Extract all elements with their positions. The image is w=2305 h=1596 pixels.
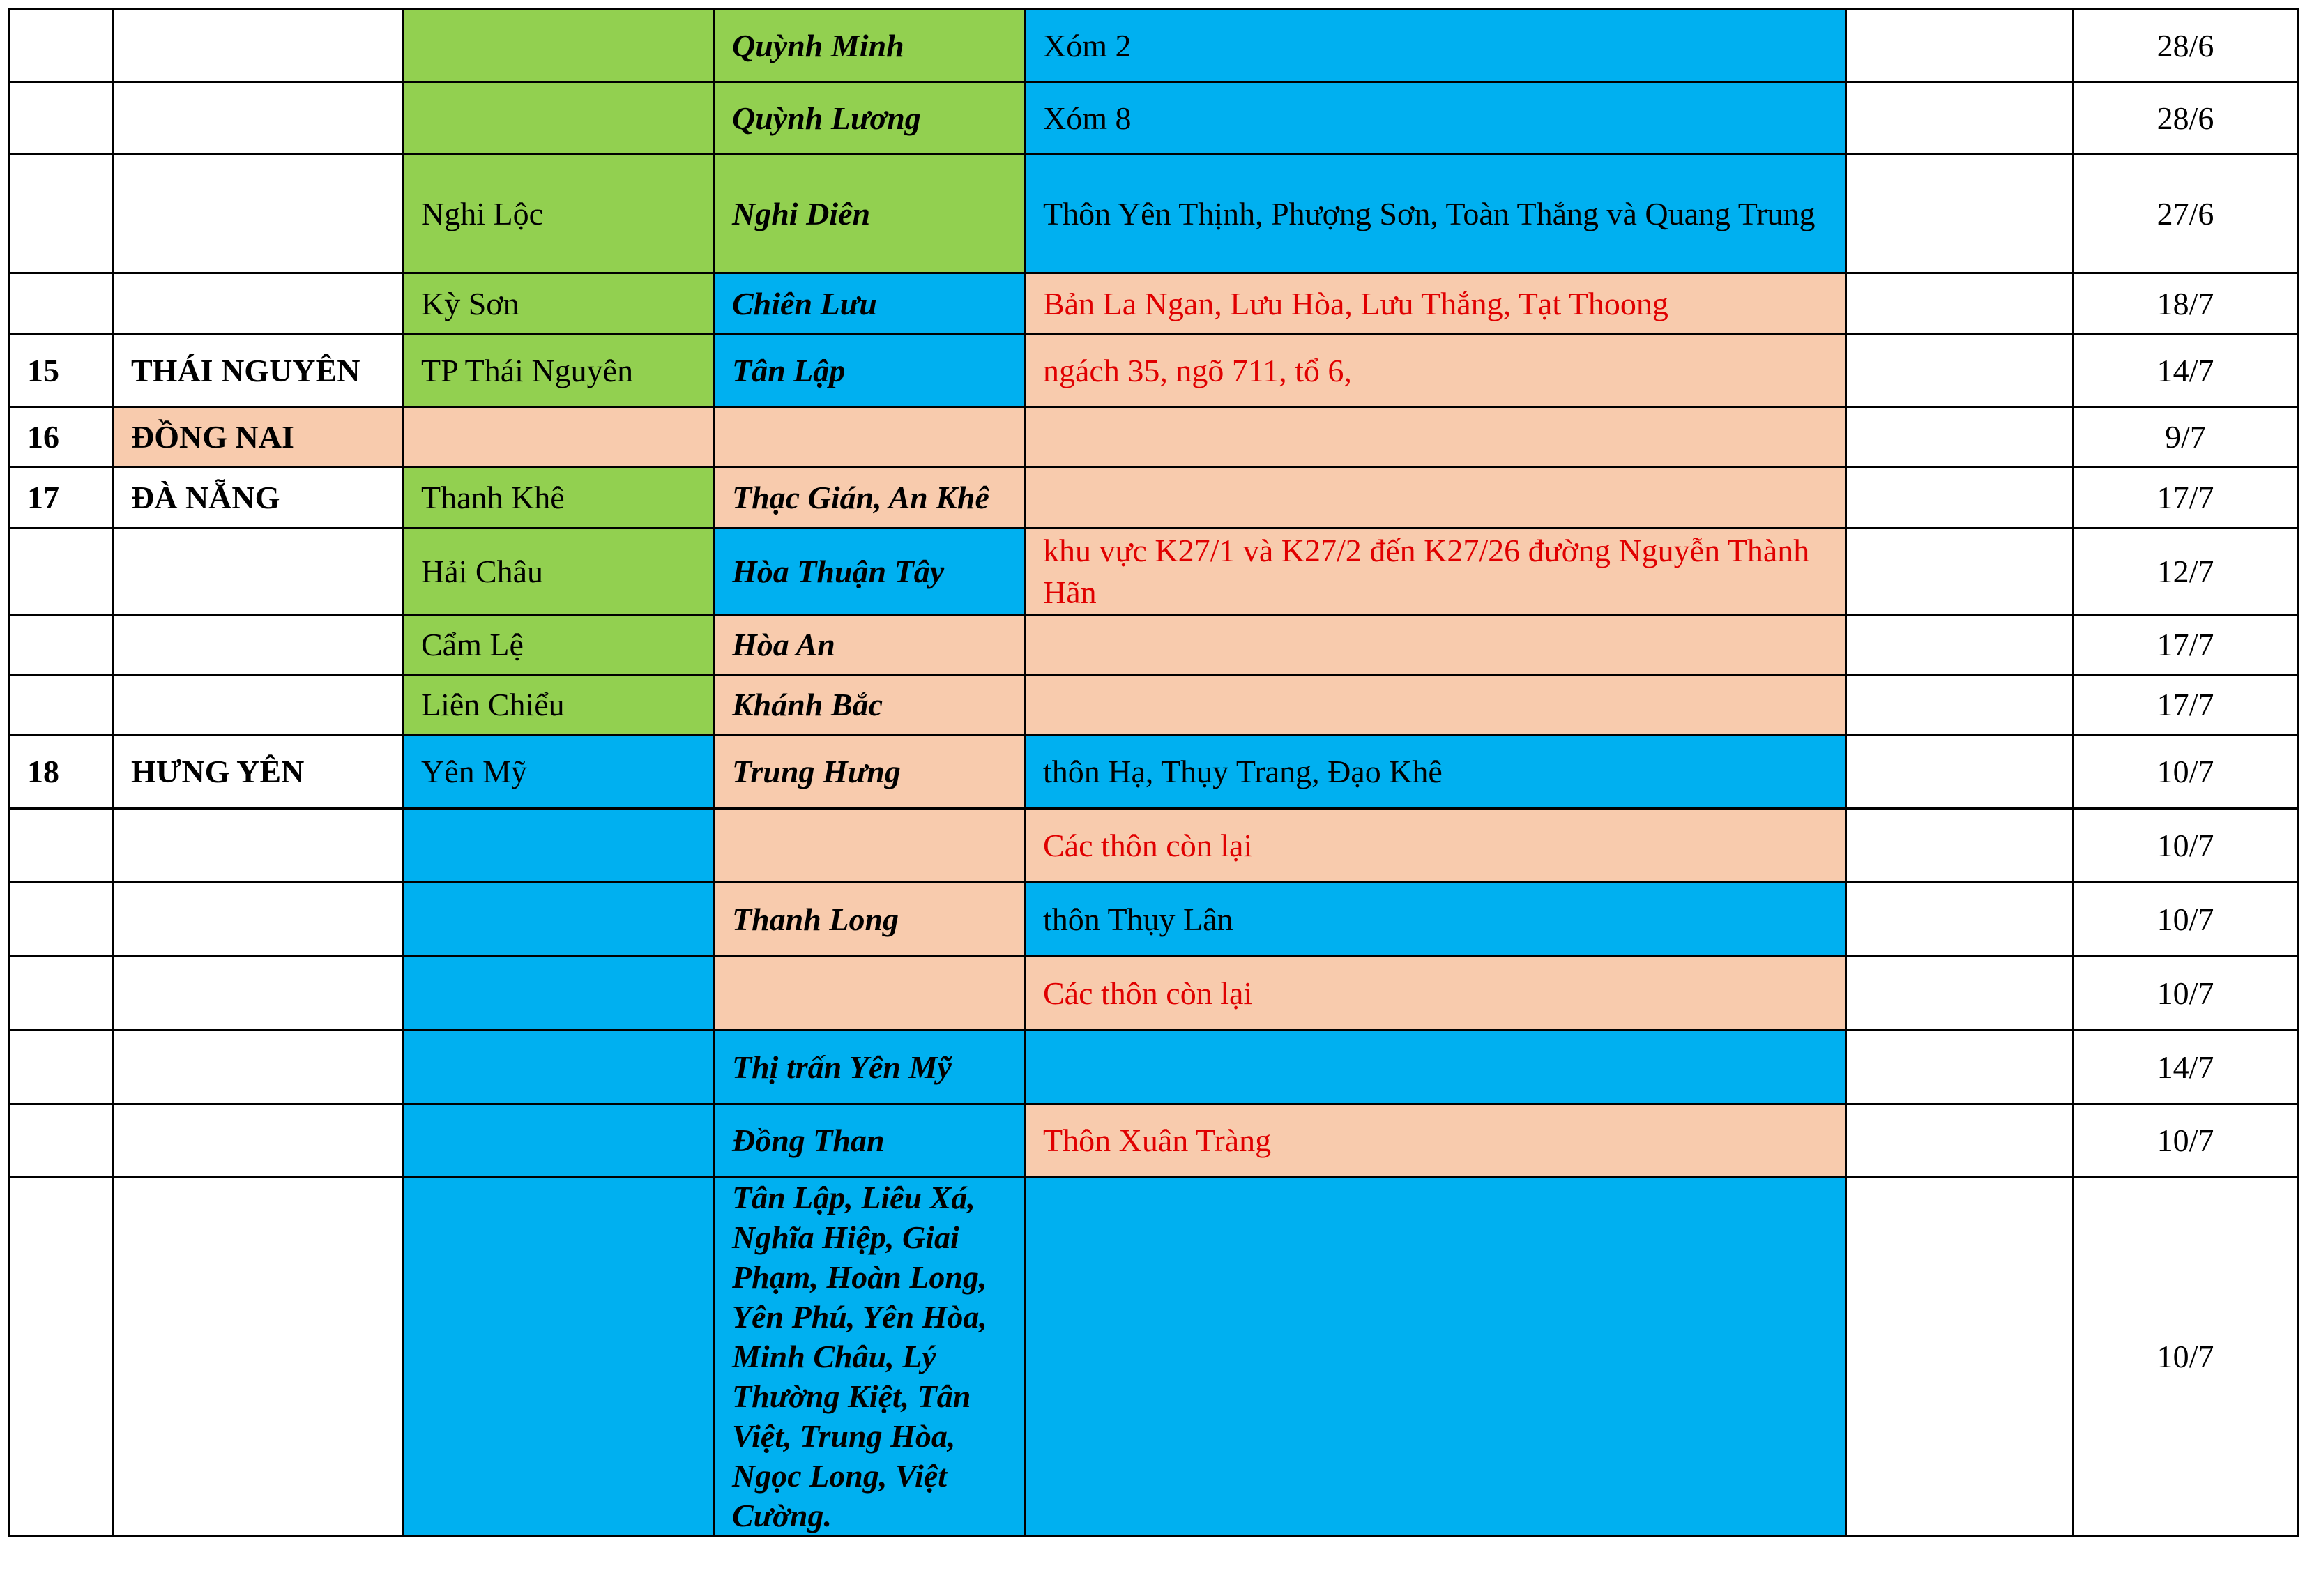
district-cell: Nghi Lộc xyxy=(404,155,715,273)
row-number xyxy=(10,10,114,82)
province-cell: ĐÀ NẴNG xyxy=(114,467,404,529)
commune-cell: Nghi Diên xyxy=(715,155,1026,273)
date-cell: 17/7 xyxy=(2074,675,2298,735)
province-cell: THÁI NGUYÊN xyxy=(114,335,404,407)
commune-cell: Thanh Long xyxy=(715,883,1026,957)
empty-cell xyxy=(1846,675,2074,735)
table-row xyxy=(10,735,2298,809)
row-number xyxy=(10,529,114,615)
area-cell xyxy=(1026,1177,1846,1537)
district-cell xyxy=(404,1177,715,1537)
area-cell: thôn Thụy Lân xyxy=(1026,883,1846,957)
empty-cell xyxy=(1846,735,2074,809)
date-cell: 12/7 xyxy=(2074,529,2298,615)
date-cell: 27/6 xyxy=(2074,155,2298,273)
empty-cell xyxy=(1846,1031,2074,1104)
district-cell xyxy=(404,883,715,957)
table-row xyxy=(10,467,2298,529)
row-number: 18 xyxy=(10,735,114,809)
district-cell: Cẩm Lệ xyxy=(404,615,715,675)
area-cell: Bản La Ngan, Lưu Hòa, Lưu Thắng, Tạt Thoong xyxy=(1026,273,1846,335)
table-row xyxy=(10,675,2298,735)
commune-cell xyxy=(715,957,1026,1031)
area-cell: thôn Hạ, Thụy Trang, Đạo Khê xyxy=(1026,735,1846,809)
table-row xyxy=(10,273,2298,335)
date-cell: 17/7 xyxy=(2074,615,2298,675)
area-cell: Xóm 8 xyxy=(1026,82,1846,155)
table-row xyxy=(10,155,2298,273)
date-cell: 14/7 xyxy=(2074,335,2298,407)
date-cell: 17/7 xyxy=(2074,467,2298,529)
date-cell: 14/7 xyxy=(2074,1031,2298,1104)
row-number xyxy=(10,1031,114,1104)
province-cell xyxy=(114,1031,404,1104)
date-cell: 10/7 xyxy=(2074,957,2298,1031)
outbreak-table xyxy=(8,8,2299,1537)
province-cell xyxy=(114,155,404,273)
district-cell: Liên Chiểu xyxy=(404,675,715,735)
province-cell xyxy=(114,529,404,615)
province-cell: ĐỒNG NAI xyxy=(114,407,404,467)
empty-cell xyxy=(1846,809,2074,883)
empty-cell xyxy=(1846,10,2074,82)
table-row xyxy=(10,529,2298,615)
row-number: 16 xyxy=(10,407,114,467)
district-cell xyxy=(404,1031,715,1104)
area-cell: ngách 35, ngõ 711, tổ 6, xyxy=(1026,335,1846,407)
row-number: 17 xyxy=(10,467,114,529)
district-cell xyxy=(404,407,715,467)
area-cell: Thôn Yên Thịnh, Phượng Sơn, Toàn Thắng và Quang Trung xyxy=(1026,155,1846,273)
table-row xyxy=(10,809,2298,883)
commune-cell: Thạc Gián, An Khê xyxy=(715,467,1026,529)
commune-cell: Khánh Bắc xyxy=(715,675,1026,735)
table-body xyxy=(10,10,2298,1537)
date-cell: 10/7 xyxy=(2074,735,2298,809)
empty-cell xyxy=(1846,529,2074,615)
district-cell xyxy=(404,1104,715,1177)
district-cell xyxy=(404,82,715,155)
table-row xyxy=(10,10,2298,82)
empty-cell xyxy=(1846,467,2074,529)
area-cell xyxy=(1026,407,1846,467)
district-cell: Hải Châu xyxy=(404,529,715,615)
province-cell: HƯNG YÊN xyxy=(114,735,404,809)
commune-cell: Hòa An xyxy=(715,615,1026,675)
empty-cell xyxy=(1846,1104,2074,1177)
table-row xyxy=(10,1104,2298,1177)
empty-cell xyxy=(1846,155,2074,273)
area-cell xyxy=(1026,467,1846,529)
row-number xyxy=(10,1177,114,1537)
province-cell xyxy=(114,675,404,735)
province-cell xyxy=(114,957,404,1031)
empty-cell xyxy=(1846,407,2074,467)
commune-cell: Thị trấn Yên Mỹ xyxy=(715,1031,1026,1104)
date-cell: 10/7 xyxy=(2074,809,2298,883)
empty-cell xyxy=(1846,273,2074,335)
row-number xyxy=(10,675,114,735)
province-cell xyxy=(114,273,404,335)
empty-cell xyxy=(1846,335,2074,407)
table-row xyxy=(10,335,2298,407)
area-cell: Các thôn còn lại xyxy=(1026,809,1846,883)
row-number xyxy=(10,82,114,155)
table-row xyxy=(10,82,2298,155)
commune-cell: Hòa Thuận Tây xyxy=(715,529,1026,615)
date-cell: 28/6 xyxy=(2074,82,2298,155)
commune-cell: Quỳnh Minh xyxy=(715,10,1026,82)
table-row xyxy=(10,1031,2298,1104)
table-row xyxy=(10,883,2298,957)
district-cell: Thanh Khê xyxy=(404,467,715,529)
district-cell: Kỳ Sơn xyxy=(404,273,715,335)
province-cell xyxy=(114,809,404,883)
area-cell: Các thôn còn lại xyxy=(1026,957,1846,1031)
province-cell xyxy=(114,1104,404,1177)
date-cell: 9/7 xyxy=(2074,407,2298,467)
row-number xyxy=(10,155,114,273)
row-number xyxy=(10,615,114,675)
empty-cell xyxy=(1846,1177,2074,1537)
empty-cell xyxy=(1846,883,2074,957)
empty-cell xyxy=(1846,957,2074,1031)
area-cell xyxy=(1026,1031,1846,1104)
commune-cell: Trung Hưng xyxy=(715,735,1026,809)
table-row xyxy=(10,615,2298,675)
commune-cell: Tân Lập, Liêu Xá, Nghĩa Hiệp, Giai Phạm, Hoàn Long, Yên Phú, Yên Hòa, Minh Châu, Lý Thường Kiệt, Tân Việt, Trung Hòa, Ngọc Long, Việt Cường. xyxy=(715,1177,1026,1537)
province-cell xyxy=(114,10,404,82)
district-cell: Yên Mỹ xyxy=(404,735,715,809)
table-row xyxy=(10,407,2298,467)
district-cell: TP Thái Nguyên xyxy=(404,335,715,407)
commune-cell xyxy=(715,809,1026,883)
row-number xyxy=(10,957,114,1031)
commune-cell: Quỳnh Lương xyxy=(715,82,1026,155)
row-number: 15 xyxy=(10,335,114,407)
province-cell xyxy=(114,82,404,155)
area-cell: Thôn Xuân Tràng xyxy=(1026,1104,1846,1177)
date-cell: 18/7 xyxy=(2074,273,2298,335)
commune-cell: Đồng Than xyxy=(715,1104,1026,1177)
date-cell: 10/7 xyxy=(2074,883,2298,957)
district-cell xyxy=(404,957,715,1031)
date-cell: 28/6 xyxy=(2074,10,2298,82)
district-cell xyxy=(404,809,715,883)
area-cell: Xóm 2 xyxy=(1026,10,1846,82)
area-cell xyxy=(1026,675,1846,735)
date-cell: 10/7 xyxy=(2074,1104,2298,1177)
province-cell xyxy=(114,883,404,957)
commune-cell xyxy=(715,407,1026,467)
commune-cell: Tân Lập xyxy=(715,335,1026,407)
empty-cell xyxy=(1846,615,2074,675)
table-row xyxy=(10,1177,2298,1537)
commune-cell: Chiên Lưu xyxy=(715,273,1026,335)
row-number xyxy=(10,883,114,957)
empty-cell xyxy=(1846,82,2074,155)
row-number xyxy=(10,809,114,883)
area-cell: khu vực K27/1 và K27/2 đến K27/26 đường Nguyễn Thành Hãn xyxy=(1026,529,1846,615)
area-cell xyxy=(1026,615,1846,675)
province-cell xyxy=(114,615,404,675)
row-number xyxy=(10,273,114,335)
row-number xyxy=(10,1104,114,1177)
date-cell: 10/7 xyxy=(2074,1177,2298,1537)
province-cell xyxy=(114,1177,404,1537)
table-row xyxy=(10,957,2298,1031)
district-cell xyxy=(404,10,715,82)
